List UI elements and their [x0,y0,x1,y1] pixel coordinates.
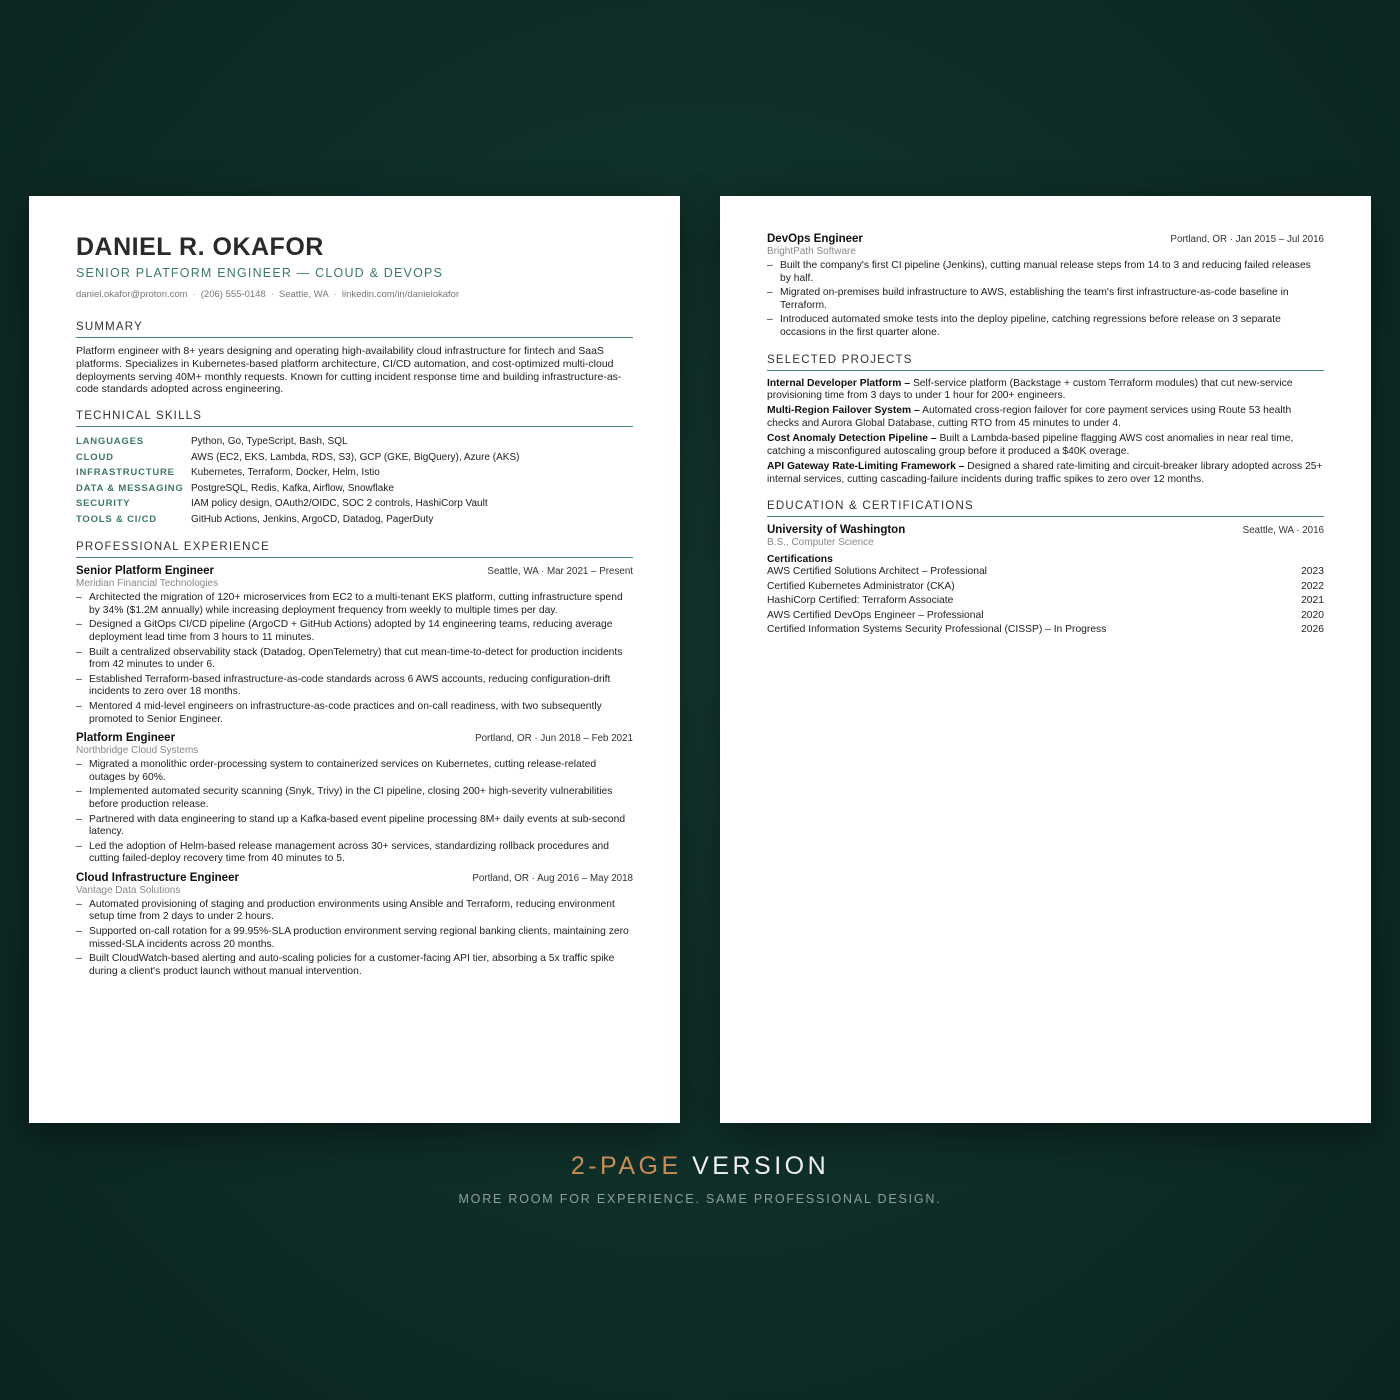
job-bullet: – Built a centralized observability stack (Datadog, OpenTelemetry) that cut mean-time-to-detect for production incidents from 42 minutes to under 6. [76,647,633,672]
certification-row [767,565,1324,580]
job-bullet: – Migrated a monolithic order-processing system to containerized services on Kubernetes, cutting release-related outages by 60%. [76,759,633,784]
section-title-education: EDUCATION & CERTIFICATIONS [767,500,1324,517]
job-bullet: – Mentored 4 mid-level engineers on infrastructure-as-code practices and on-call readiness, with two subsequently promoted to Senior Engineer. [76,701,633,726]
candidate-name: DANIEL R. OKAFOR [76,233,324,261]
skill-value: IAM policy design, OAuth2/OIDC, SOC 2 controls, HashiCorp Vault [191,498,488,510]
skill-label: INFRASTRUCTURE [76,467,175,479]
contact-linkedin: linkedin.com/in/danielokafor [341,289,460,300]
certification-name: Certified Kubernetes Administrator (CKA) [767,580,955,592]
job-bullet: – Supported on-call rotation for a 99.95%-SLA production environment serving regional banking clients, maintaining zero missed-SLA incidents across 20 months. [76,926,633,951]
certification-year: 2022 [1301,580,1324,592]
summary-text: Platform engineer with 8+ years designing and operating high-availability cloud infrastructure for fintech and SaaS platforms. Specializes in Kubernetes-based platform architecture, CI/CD automation, and cost-optimized multi-cloud deployments serving 40M+ monthly requests. Known for cutting incident response time and building infrastructure-as-code standards adopted across engineering. [76,345,622,396]
skill-value: Python, Go, TypeScript, Bash, SQL [191,436,348,448]
job-header [767,233,1324,245]
section-title-projects: SELECTED PROJECTS [767,354,1324,371]
job-bullet: – Led the adoption of Helm-based release management across 30+ services, standardizing rollback procedures and cutting failed-deploy recovery time from 40 minutes to 5. [76,841,633,866]
project-description: Designed a shared rate-limiting and circuit-breaker library adopted across 25+ internal services, cutting cascading-failure incidents during traffic spikes to zero over 12 months. [767,460,1323,485]
job-title: Platform Engineer [76,732,176,745]
skill-row [76,481,633,497]
job-title: Senior Platform Engineer [76,565,215,578]
job-entry [76,732,633,866]
education-header [767,524,1324,536]
project-description: Self-service platform (Backstage + custom Terraform modules) that cut new-service provisioning time from 3 days to under 1 hour for 200+ engineers. [767,377,1293,402]
job-company: Vantage Data Solutions [76,884,181,896]
project-entry [767,461,1324,486]
job-location-dates: Seattle, WA · Mar 2021 – Present [487,566,633,578]
job-bullet: – Introduced automated smoke tests into the deploy pipeline, catching regressions before release on 3 separate occasions in the first quarter alone. [767,314,1324,339]
job-header [76,732,633,744]
skill-value: PostgreSQL, Redis, Kafka, Airflow, Snowflake [191,482,394,494]
job-bullet: – Automated provisioning of staging and production environments using Ansible and Terraform, reducing environment setup time from 2 days to under 2 hours. [76,899,633,924]
education-school: University of Washington [767,524,906,537]
contact-email: daniel.okafor@proton.com [76,289,188,300]
contact-separator: · [333,289,337,300]
job-header [76,872,633,884]
skill-value: GitHub Actions, Jenkins, ArgoCD, Datadog, PagerDuty [191,513,434,525]
job-location-dates: Portland, OR · Jan 2015 – Jul 2016 [1170,234,1324,245]
certification-name: AWS Certified DevOps Engineer – Professional [767,609,984,621]
contact-line [76,289,633,301]
job-bullet: – Partnered with data engineering to stand up a Kafka-based event pipeline processing 8M+ daily events at sub-second latency. [76,814,633,839]
caption-rest: VERSION [692,1152,830,1180]
certification-year: 2023 [1301,566,1324,578]
contact-separator: · [192,289,196,300]
section-title-experience: PROFESSIONAL EXPERIENCE [76,541,633,558]
certification-name: AWS Certified Solutions Architect – Professional [767,566,987,578]
job-location-dates: Portland, OR · Aug 2016 – May 2018 [472,872,633,884]
contact-location: Seattle, WA [278,289,329,300]
job-company: BrightPath Software [767,246,856,257]
job-bullet: – Architected the migration of 120+ microservices from EC2 to a multi-tenant EKS platform, cutting infrastructure spend by 34% ($1.2M annually) while increasing deployment frequency from weekly to multiple times per day. [76,592,633,617]
job-bullet: – Built CloudWatch-based alerting and auto-scaling policies for a customer-facing API tier, absorbing a 5x traffic spike during a client's product launch without manual intervention. [76,953,633,978]
job-location-dates: Portland, OR · Jun 2018 – Feb 2021 [475,733,633,745]
job-entry [767,233,1324,340]
candidate-headline: SENIOR PLATFORM ENGINEER — CLOUD & DEVOPS [76,266,444,280]
job-company: Meridian Financial Technologies [76,578,219,590]
skill-label: CLOUD [76,451,114,463]
skill-label: DATA & MESSAGING [76,482,184,494]
skill-label: TOOLS & CI/CD [76,513,157,525]
certification-year: 2026 [1301,624,1324,636]
skill-row [76,450,633,466]
job-bullet: – Designed a GitOps CI/CD pipeline (ArgoCD + GitHub Actions) adopted by 14 engineering teams, reducing average deployment lead time from 3 hours to 11 minutes. [76,619,633,644]
project-name: API Gateway Rate-Limiting Framework – [767,460,965,472]
project-name: Internal Developer Platform – [767,377,911,389]
caption-accent: 2-PAGE [570,1152,682,1180]
skill-value: AWS (EC2, EKS, Lambda, RDS, S3), GCP (GKE, BigQuery), Azure (AKS) [191,451,520,463]
project-entry [767,378,1324,403]
certification-row [767,580,1324,595]
job-bullets [76,759,633,866]
job-bullet: – Migrated on-premises build infrastructure to AWS, establishing the team's first infrastructure-as-code baseline in Terraform. [767,287,1324,312]
certification-year: 2021 [1301,595,1324,607]
certification-name: HashiCorp Certified: Terraform Associate [767,595,954,607]
skill-row [76,465,633,481]
job-entry [76,872,633,979]
project-description: Built a Lambda-based pipeline flagging AWS cost anomalies in near real time, catching a misconfigured autoscaling group before it produced a $40K overage. [767,433,1294,457]
promo-caption [0,1152,1400,1181]
certification-row [767,623,1324,638]
project-description: Automated cross-region failover for core payment services using Route 53 health checks and Aurora Global Database, cutting RTO from 45 minutes to under 4. [767,405,1292,429]
section-title-skills: TECHNICAL SKILLS [76,410,633,427]
project-name: Multi-Region Failover System – [767,405,920,417]
job-bullet: – Established Terraform-based infrastructure-as-code standards across 6 AWS accounts, reducing configuration-drift incidents to zero over 18 months. [76,674,633,699]
certifications-title: Certifications [767,554,833,566]
job-company: Northbridge Cloud Systems [76,745,199,757]
job-bullets [767,260,1324,340]
promo-subcaption: MORE ROOM FOR EXPERIENCE. SAME PROFESSIONAL DESIGN. [458,1192,942,1206]
resume-page-1 [29,196,680,1123]
job-title: Cloud Infrastructure Engineer [76,871,239,884]
job-bullets [76,899,633,979]
education-degree: B.S., Computer Science [767,537,874,549]
skill-label: SECURITY [76,498,131,510]
project-entry [767,405,1324,430]
skill-row [76,512,633,528]
project-entry [767,433,1324,458]
contact-phone: (206) 555-0148 [200,289,266,300]
section-title-summary: SUMMARY [76,321,633,338]
contact-separator: · [270,289,274,300]
job-bullets [76,592,633,726]
skill-value: Kubernetes, Terraform, Docker, Helm, Istio [191,467,380,479]
certification-name: Certified Information Systems Security Professional (CISSP) – In Progress [767,624,1107,636]
education-location-year: Seattle, WA · 2016 [1242,525,1324,537]
job-bullet: – Built the company's first CI pipeline (Jenkins), cutting manual release steps from 14 to 3 and reducing failed releases by half. [767,260,1324,285]
skills-list [76,434,633,527]
job-title: DevOps Engineer [767,233,863,245]
certification-year: 2020 [1301,609,1324,621]
skill-row [76,496,633,512]
skill-row [76,434,633,450]
skill-label: LANGUAGES [76,436,144,448]
project-name: Cost Anomaly Detection Pipeline – [767,433,937,445]
job-bullet: – Implemented automated security scanning (Snyk, Trivy) in the CI pipeline, closing 200+ high-severity vulnerabilities before production release. [76,786,633,811]
resume-page-2 [720,196,1371,1123]
job-header [76,565,633,577]
certification-row [767,594,1324,609]
certification-row [767,609,1324,624]
job-entry [76,565,633,726]
